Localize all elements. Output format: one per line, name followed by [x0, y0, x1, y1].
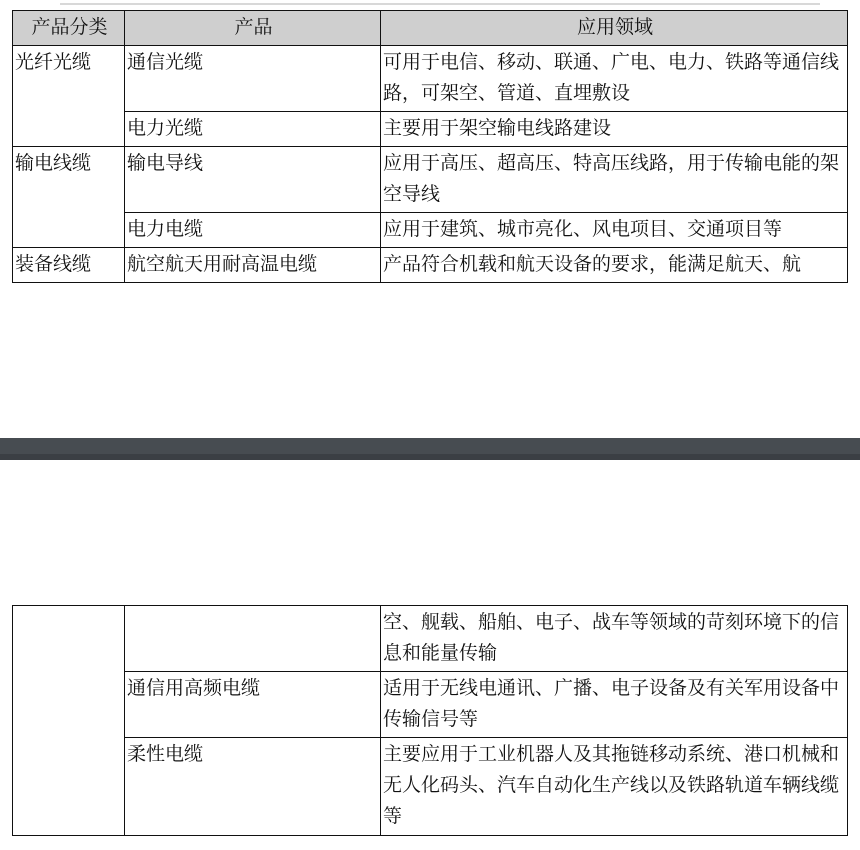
page-separator-shadow	[0, 454, 860, 460]
product-cell: 通信用高频电缆	[125, 672, 381, 738]
category-cell: 装备线缆	[13, 248, 125, 283]
table-row	[13, 606, 848, 672]
application-cell: 应用于高压、超高压、特高压线路，用于传输电能的架空导线	[381, 147, 848, 213]
cut-off-text-line	[60, 0, 820, 5]
header-product: 产品	[125, 11, 381, 46]
table-row	[13, 248, 848, 283]
table-row	[13, 213, 848, 248]
product-cell: 通信光缆	[125, 46, 381, 112]
product-cell: 电力光缆	[125, 112, 381, 147]
category-cell: 光纤光缆	[13, 46, 125, 147]
application-cell: 应用于建筑、城市亮化、风电项目、交通项目等	[381, 213, 848, 248]
page-separator	[0, 438, 860, 460]
header-application: 应用领域	[381, 11, 848, 46]
header-category: 产品分类	[13, 11, 125, 46]
table-row	[13, 147, 848, 213]
application-cell: 可用于电信、移动、联通、广电、电力、铁路等通信线路，可架空、管道、直埋敷设	[381, 46, 848, 112]
product-application-table	[12, 10, 848, 283]
application-cell: 产品符合机载和航天设备的要求，能满足航天、航	[381, 248, 848, 283]
product-cell: 电力电缆	[125, 213, 381, 248]
product-cell: 输电导线	[125, 147, 381, 213]
table-row	[13, 672, 848, 738]
category-cell: 输电线缆	[13, 147, 125, 248]
table-row	[13, 112, 848, 147]
application-cell: 主要用于架空输电线路建设	[381, 112, 848, 147]
product-cell: 柔性电缆	[125, 738, 381, 836]
category-cell	[13, 606, 125, 836]
table-header-row	[13, 11, 848, 46]
table-row	[13, 46, 848, 112]
application-cell: 适用于无线电通讯、广播、电子设备及有关军用设备中传输信号等	[381, 672, 848, 738]
application-cell: 空、舰载、船舶、电子、战车等领域的苛刻环境下的信息和能量传输	[381, 606, 848, 672]
product-cell	[125, 606, 381, 672]
next-page-fragment	[0, 842, 860, 850]
table-row	[13, 738, 848, 836]
product-cell: 航空航天用耐高温电缆	[125, 248, 381, 283]
application-cell: 主要应用于工业机器人及其拖链移动系统、港口机械和无人化码头、汽车自动化生产线以及铁路轨道车辆线缆等	[381, 738, 848, 836]
product-application-table-continued	[12, 605, 848, 836]
